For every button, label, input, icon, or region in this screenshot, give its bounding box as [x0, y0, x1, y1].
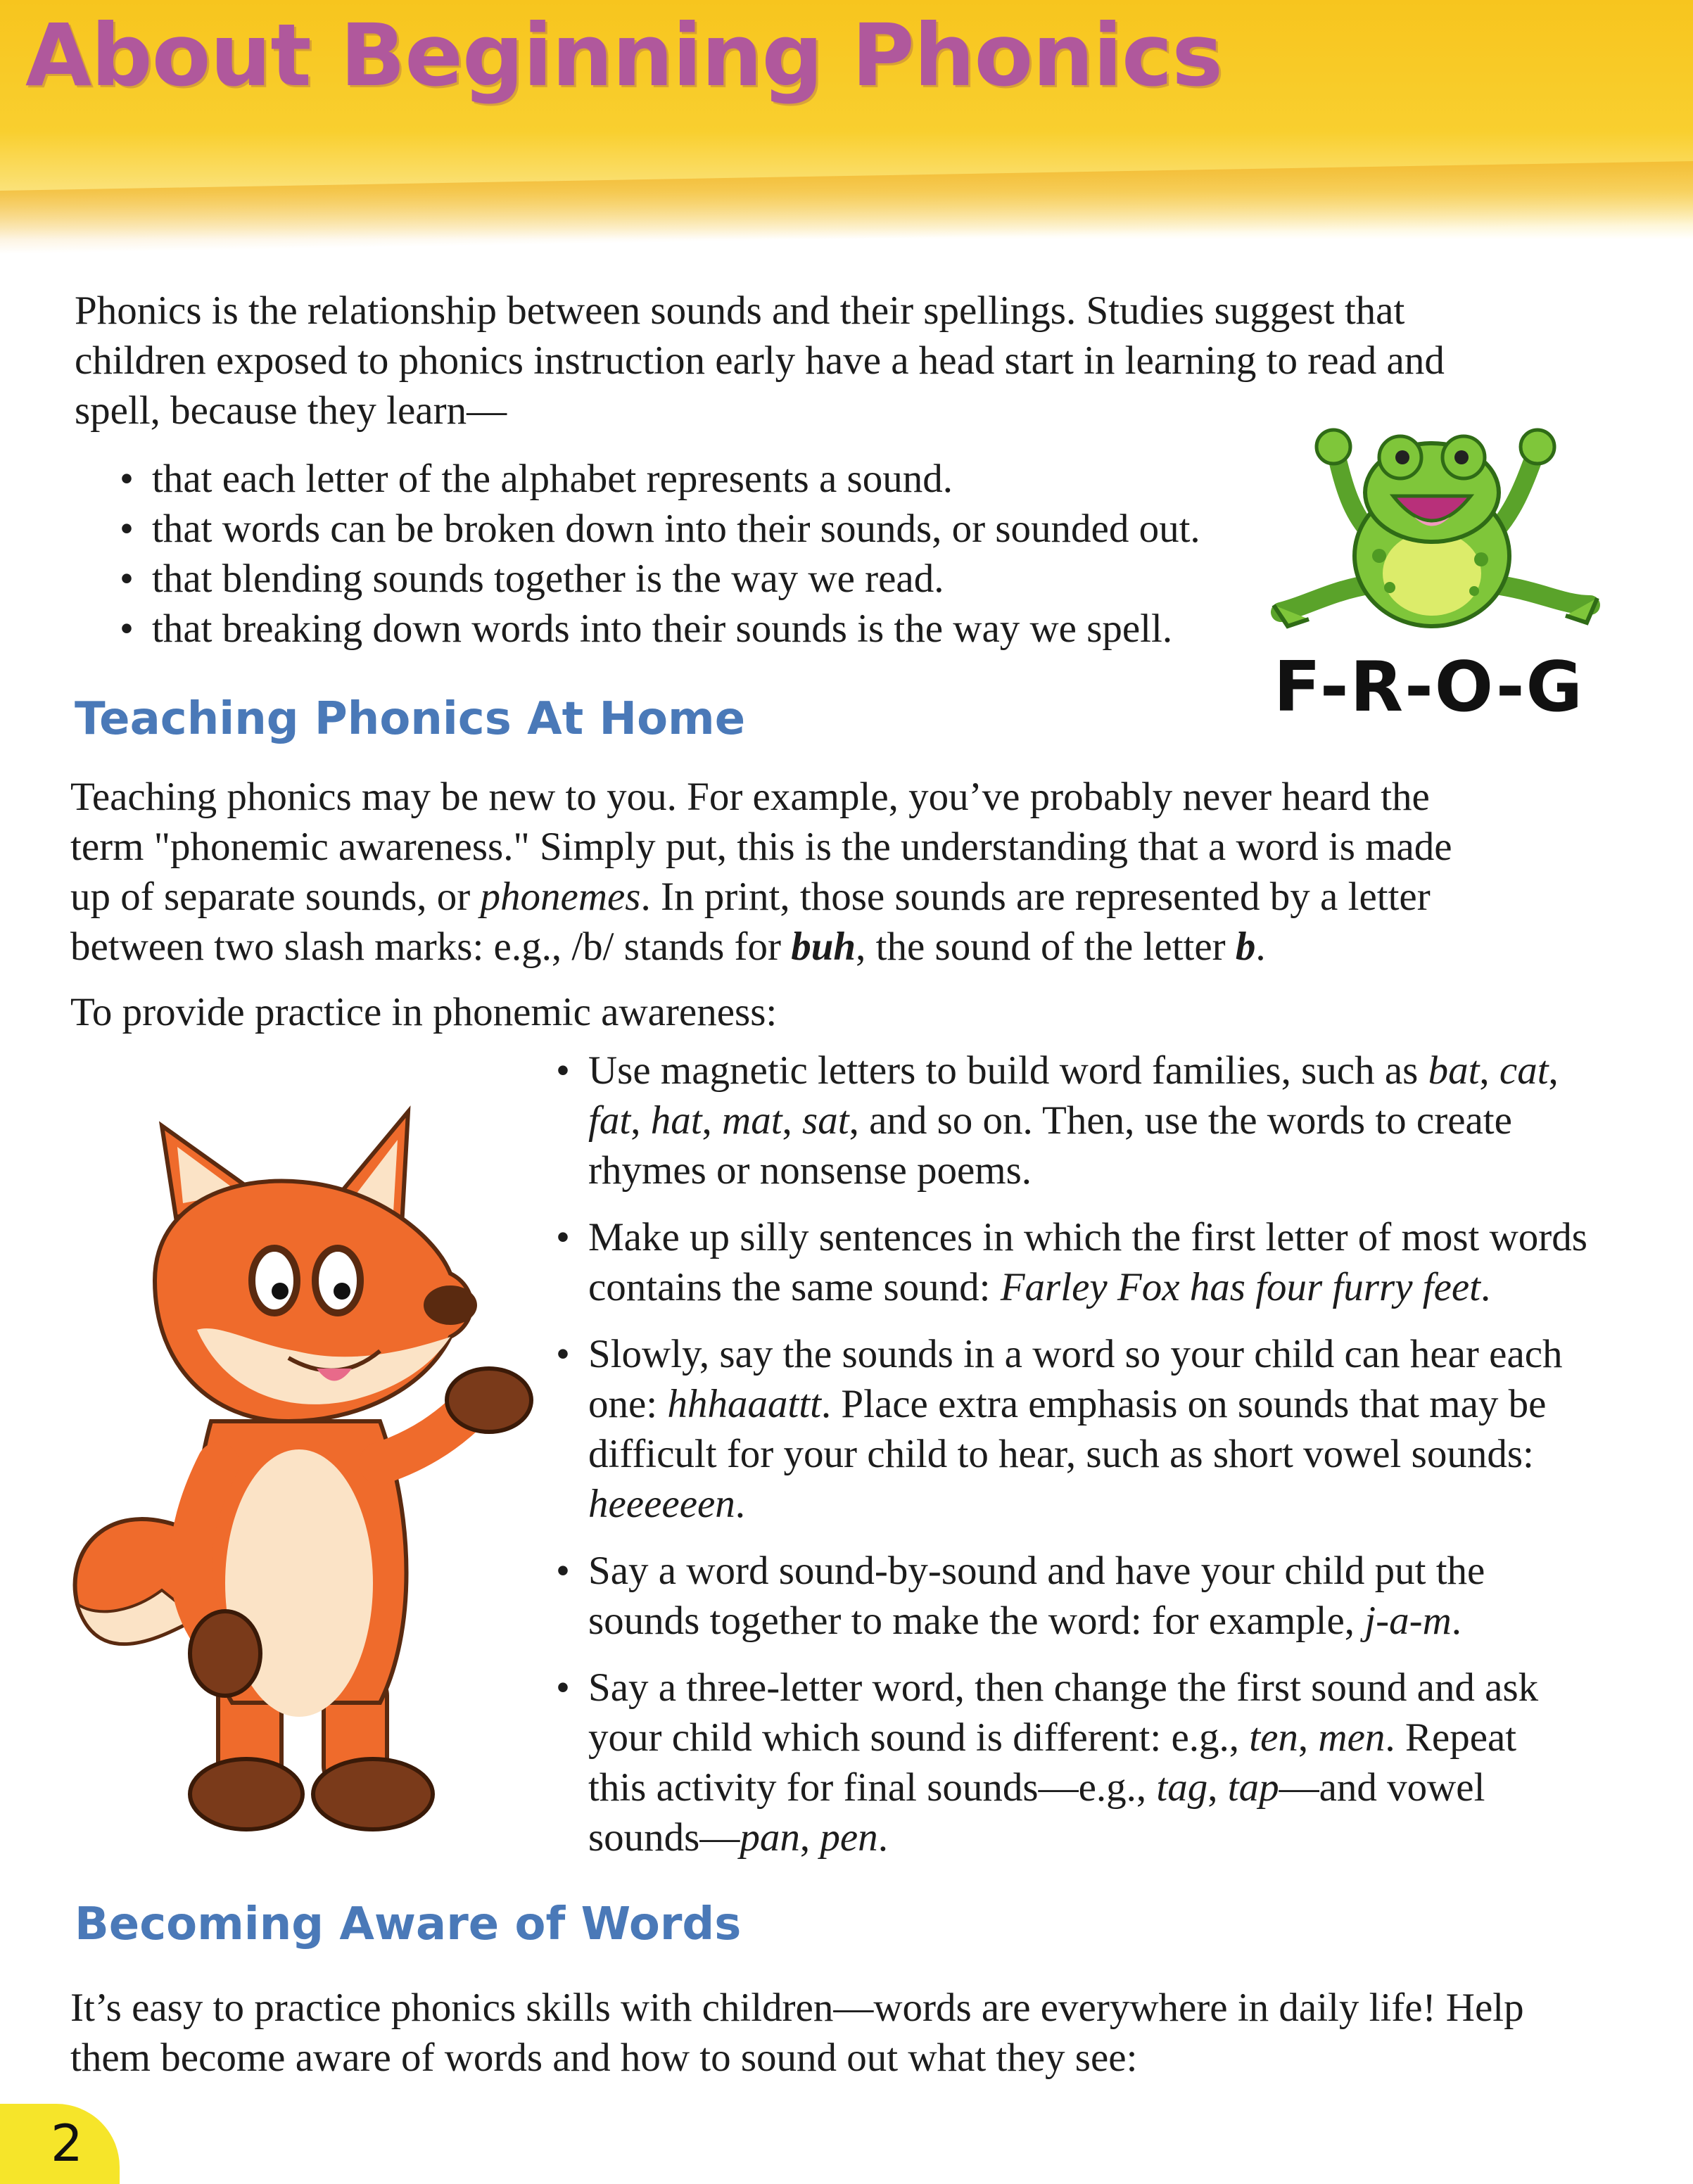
- teaching-line: term "phonemic awareness." Simply put, this is the understanding that a word is made: [70, 825, 1452, 869]
- intro-line: spell, because they learn—: [75, 388, 507, 433]
- list-item: • Say a word sound-by-sound and have your child put the sounds together to make the word: for example, j-a-m.: [556, 1546, 1668, 1646]
- page-title: About Beginning Phonics: [25, 6, 1222, 106]
- frog-illustration: [1267, 415, 1604, 647]
- list-item: • Slowly, say the sounds in a word so your child can hear each one: hhhaaattt. Place extra emphasis on sounds that may be difficult for your child to hear, such as short vowel sounds: heeeeeen.: [556, 1329, 1668, 1529]
- list-item: • that words can be broken down into their sounds, or sounded out.: [120, 504, 1316, 554]
- intro-bullet-list: [120, 454, 1316, 654]
- teaching-line: up of separate sounds, or phonemes. In print, those sounds are represented by a letter: [70, 875, 1431, 919]
- teaching-line: Teaching phonics may be new to you. For example, you’ve probably never heard the: [70, 775, 1430, 819]
- intro-line: children exposed to phonics instruction early have a head start in learning to read and: [75, 338, 1445, 383]
- list-item: • that blending sounds together is the way we read.: [120, 554, 1316, 604]
- section-heading-teaching: Teaching Phonics At Home: [75, 693, 746, 745]
- practice-tips-list: [556, 1046, 1668, 1879]
- practice-intro: To provide practice in phonemic awareness:: [70, 990, 778, 1034]
- page-number-badge: [0, 2104, 120, 2184]
- list-item: • that each letter of the alphabet represents a sound.: [120, 454, 1316, 504]
- words-paragraph: [70, 1983, 1654, 2083]
- list-item: • Make up silly sentences in which the first letter of most words contains the same sound: Farley Fox has four furry feet.: [556, 1212, 1668, 1312]
- list-item: • Say a three-letter word, then change the first sound and ask your child which sound is different: e.g., ten, men. Repeat this activity for final sounds—e.g., tag, tap—and vowel sounds—pan, pen.: [556, 1663, 1668, 1862]
- page-number: 2: [51, 2114, 83, 2173]
- words-line: them become aware of words and how to sound out what they see:: [70, 2036, 1138, 2080]
- fox-icon: [75, 1112, 531, 1829]
- teaching-paragraph: [70, 772, 1654, 972]
- section-heading-words: Becoming Aware of Words: [75, 1898, 742, 1950]
- intro-paragraph: [75, 286, 1587, 436]
- words-line: It’s easy to practice phonics skills with children—words are everywhere in daily life! Help: [70, 1986, 1524, 2030]
- list-item: • Use magnetic letters to build word families, such as bat, cat, fat, hat, mat, sat, and so on. Then, use the words to create rhymes or nonsense poems.: [556, 1046, 1668, 1195]
- fox-illustration: [56, 1098, 563, 1843]
- intro-line: Phonics is the relationship between sounds and their spellings. Studies suggest that: [75, 288, 1405, 333]
- list-item: • that breaking down words into their sounds is the way we spell.: [120, 604, 1316, 654]
- frog-icon: [1274, 430, 1597, 626]
- teaching-line: between two slash marks: e.g., /b/ stands for buh, the sound of the letter b.: [70, 925, 1266, 969]
- frog-label: F-R-O-G: [1274, 647, 1584, 728]
